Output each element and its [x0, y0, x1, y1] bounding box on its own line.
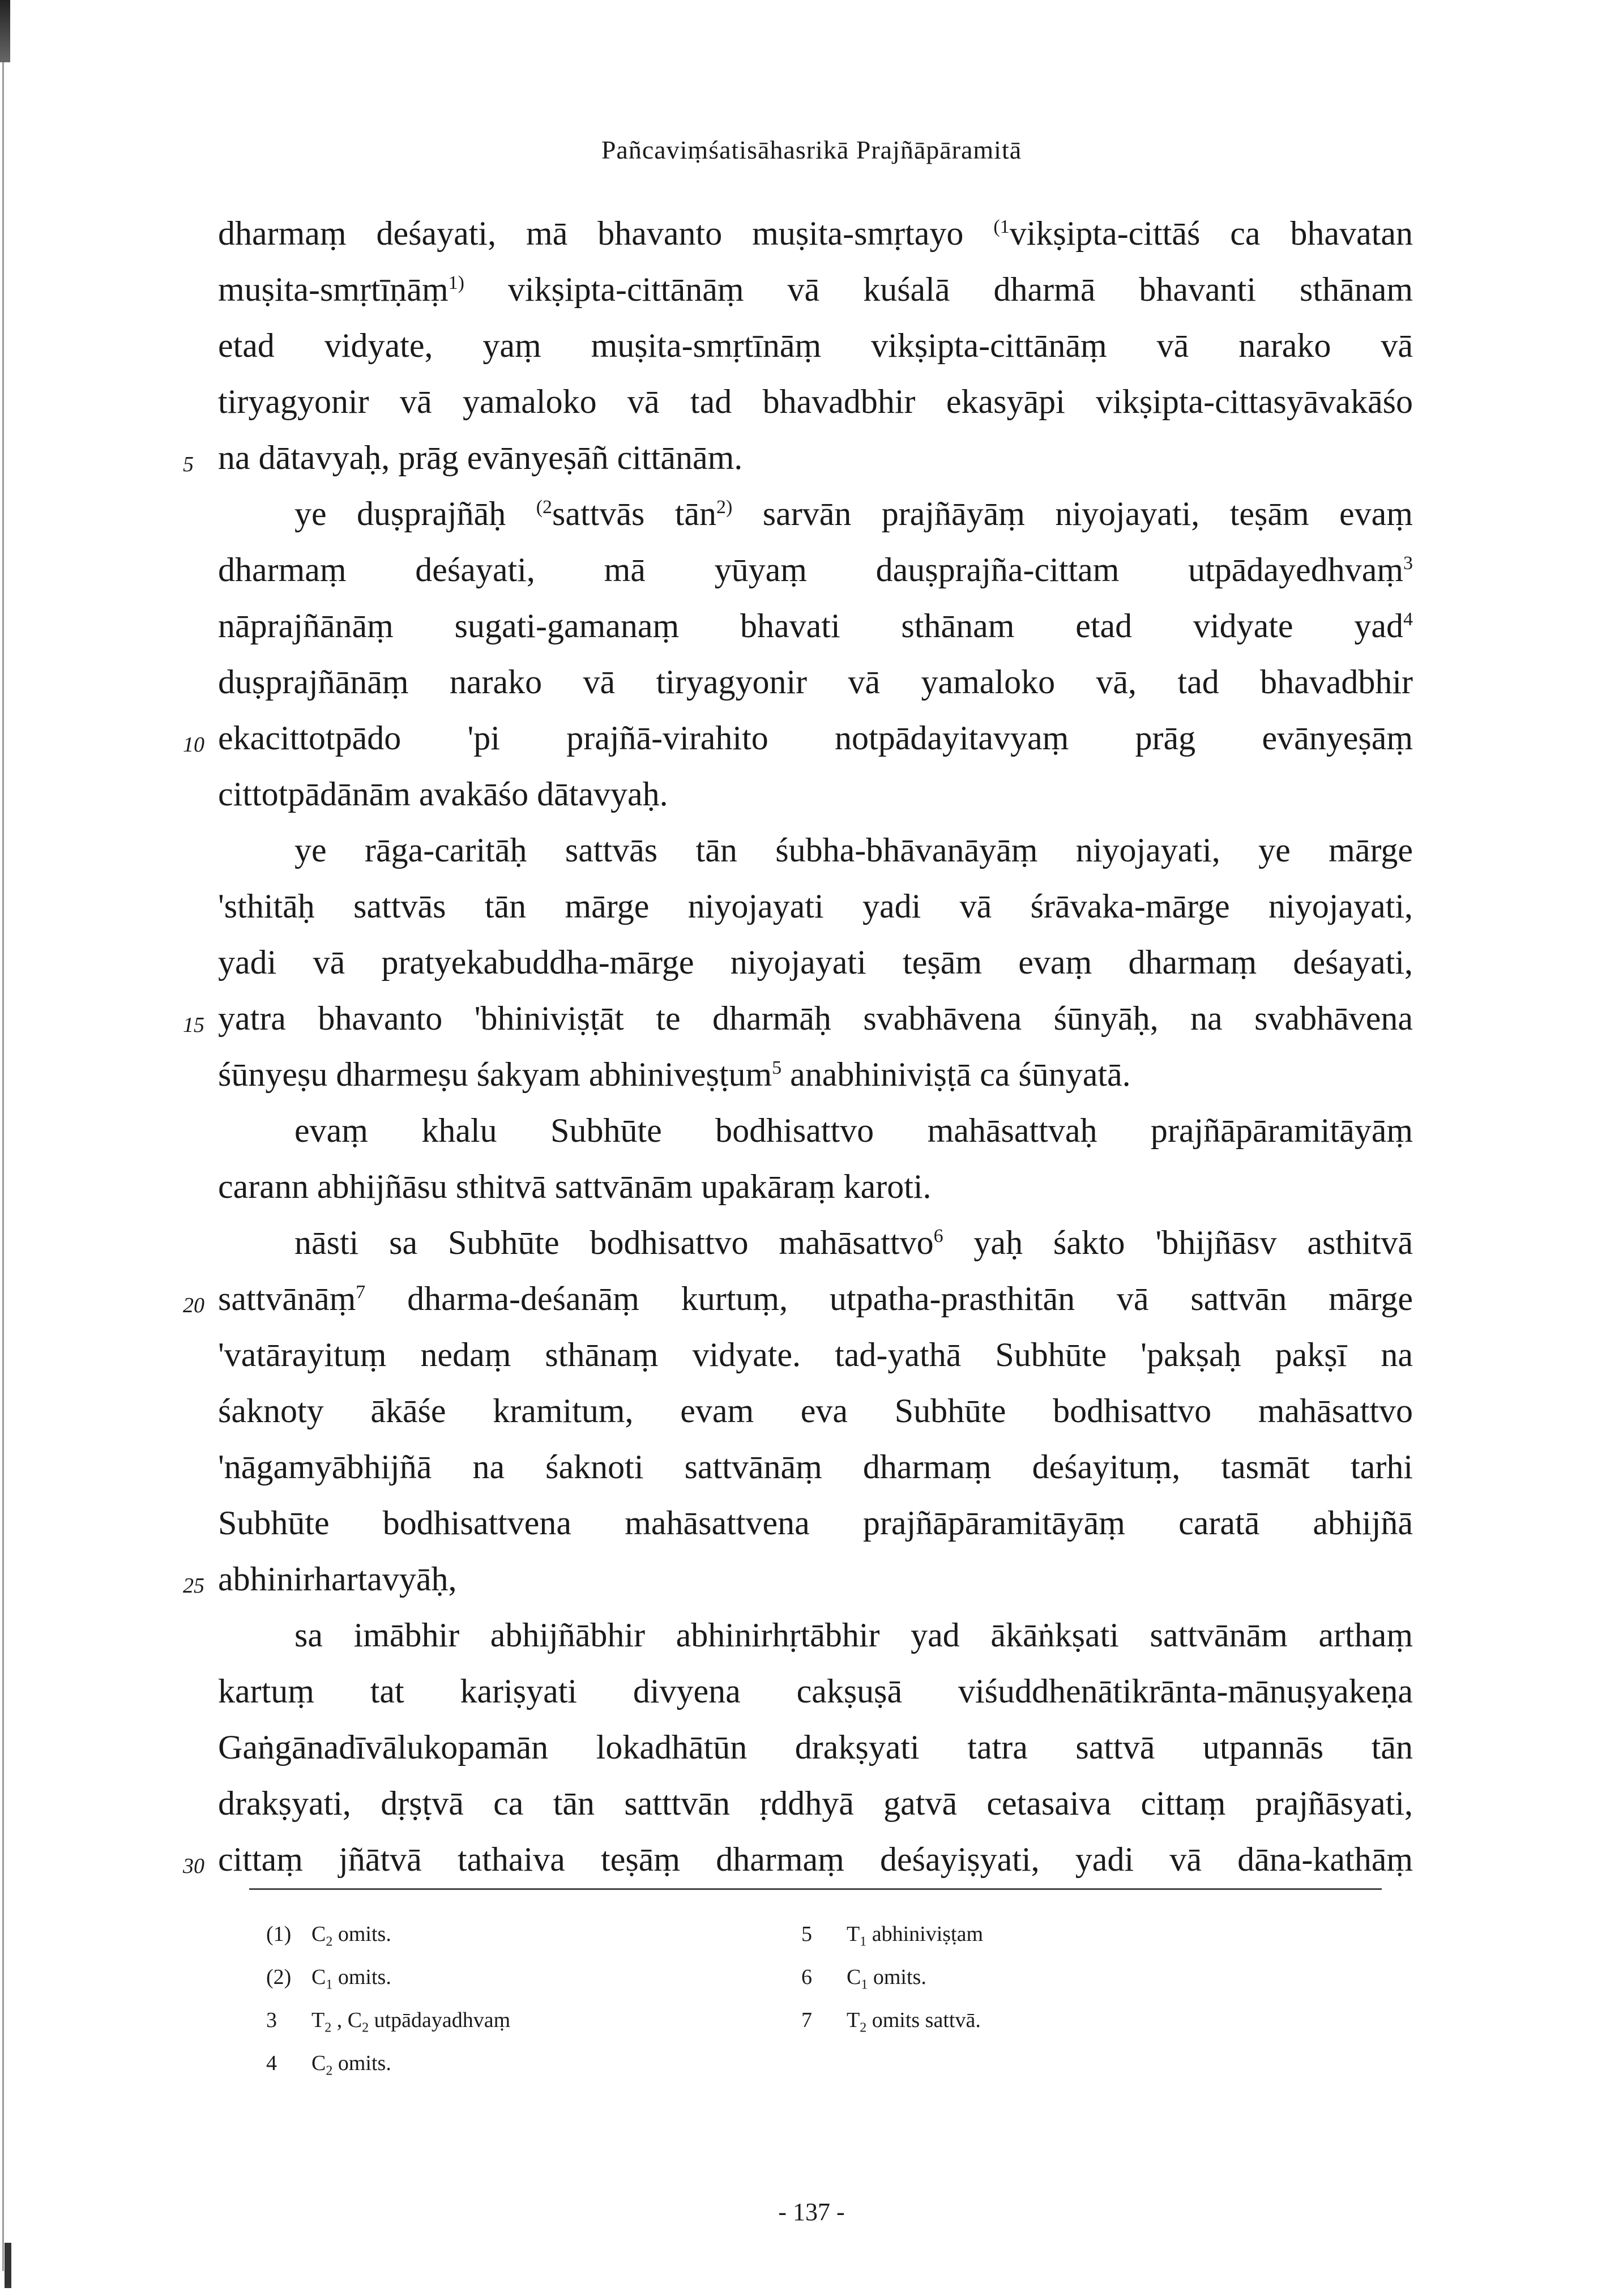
text-line: dharmaṃ deśayati, mā bhavanto muṣita-smṛtayo $^{(1}$vikṣipta-cittāś ca bhavatan [218, 215, 1413, 252]
footnote: (1) $C_2$ omits. [266, 1922, 391, 1949]
text-line: dharmaṃ deśayati, mā yūyaṃ dauṣprajña-cittam utpādayedhvaṃ$^3$ [218, 551, 1413, 588]
footnote: 3 $T_2$ , $C_2$ utpādayadhvaṃ [266, 2008, 511, 2035]
text-line: muṣita-smṛtīṇāṃ$^{1)}$ vikṣipta-cittānāṃ vā kuśalā dharmā bhavanti sthānam [218, 271, 1413, 308]
text-line: sa imābhir abhijñābhir abhinirhṛtābhir yad ākāṅkṣati sattvānām arthaṃ [294, 1616, 1413, 1654]
footnote: 6 $C_1$ omits. [801, 1965, 926, 1992]
text-line: 15 yatra bhavanto 'bhiniviṣṭāt te dharmāḥ svabhāvena śūnyāḥ, na svabhāvena [218, 995, 1413, 1051]
text-line: etad vidyate, yaṃ muṣita-smṛtīnāṃ vikṣipta-cittānāṃ vā narako vā [218, 327, 1413, 364]
text-line: nāsti sa Subhūte bodhisattvo mahāsattvo$^6$ yaḥ śakto 'bhijñāsv asthitvā [294, 1224, 1413, 1261]
footnote: 7 $T_2$ omits sattvā. [801, 2008, 981, 2035]
text-line: tiryagyonir vā yamaloko vā tad bhavadbhir ekasyāpi vikṣipta-cittasyāvakāśo [218, 383, 1413, 420]
line-number: 5 [183, 453, 194, 476]
text-line: Gaṅgānadīvālukopamān lokadhātūn drakṣyati tatra sattvā utpannās tān [218, 1729, 1413, 1766]
line-number: 25 [183, 1574, 204, 1598]
text-line: 'nāgamyābhijñā na śaknoti sattvānāṃ dharmaṃ deśayituṃ, tasmāt tarhi [218, 1448, 1413, 1486]
text-line: 10 ekacittotpādo 'pi prajñā-virahito notpādayitavyaṃ prāg evānyeṣāṃ [218, 714, 1413, 770]
footnotes-right [801, 1917, 983, 2046]
text-line: 'sthitāḥ sattvās tān mārge niyojayati yadi vā śrāvaka-mārge niyojayati, [218, 887, 1413, 925]
scan-edge-line [2, 62, 4, 2271]
line-number: 15 [183, 1013, 204, 1037]
running-title: Pañcaviṃśatisāhasrikā Prajñāpāramitā [601, 135, 1022, 164]
page-number: - 137 - [778, 2198, 845, 2226]
text-line: 20 sattvānāṃ$^7$ dharma-deśanāṃ kurtuṃ, utpatha-prasthitān vā sattvān mārge [218, 1275, 1413, 1331]
text-line: 'vatārayituṃ nedaṃ sthānaṃ vidyate. tad-yathā Subhūte 'pakṣaḥ pakṣī na [218, 1336, 1413, 1373]
text-line: 25 abhinirhartavyāḥ, [218, 1555, 1413, 1611]
text-line: nāprajñānāṃ sugati-gamanaṃ bhavati sthānam etad vidyate yad$^4$ [218, 607, 1413, 645]
text-line: 5 na dātavyaḥ, prāg evānyeṣāñ cittānām. [218, 434, 1413, 490]
text-line: duṣprajñānāṃ narako vā tiryagyonir vā yamaloko vā, tad bhavadbhir [218, 663, 1413, 701]
text-line: yadi vā pratyekabuddha-mārge niyojayati teṣām evaṃ dharmaṃ deśayati, [218, 944, 1413, 981]
footnote: (2) $C_1$ omits. [266, 1965, 391, 1992]
text-line: 30 cittaṃ jñātvā tathaiva teṣāṃ dharmaṃ deśayiṣyati, yadi vā dāna-kathāṃ [218, 1836, 1413, 1892]
footnote-rule [249, 1888, 1382, 1890]
footnotes-left [266, 1917, 510, 2089]
text-line: drakṣyati, dṛṣṭvā ca tān satttvān ṛddhyā gatvā cetasaiva cittaṃ prajñāsyati, [218, 1785, 1413, 1822]
text-line: Subhūte bodhisattvena mahāsattvena prajñāpāramitāyāṃ caratā abhijñā [218, 1504, 1413, 1542]
line-number: 20 [183, 1294, 204, 1317]
scan-edge-mark-top [0, 0, 10, 62]
footnote: 4 $C_2$ omits. [266, 2051, 391, 2079]
line-number: 10 [183, 733, 204, 757]
scan-edge-mark-bottom [5, 2243, 11, 2288]
text-line: carann abhijñāsu sthitvā sattvānām upakāraṃ karoti. [218, 1168, 932, 1205]
text-line: ye duṣprajñāḥ $^{(2}$sattvās tān$^{2)}$ sarvān prajñāyāṃ niyojayati, teṣām evaṃ [294, 495, 1413, 532]
text-line: cittotpādānām avakāśo dātavyaḥ. [218, 775, 668, 813]
text-line: ye rāga-caritāḥ sattvās tān śubha-bhāvanāyāṃ niyojayati, ye mārge [294, 831, 1413, 869]
text-line: evaṃ khalu Subhūte bodhisattvo mahāsattvaḥ prajñāpāramitāyāṃ [294, 1112, 1413, 1149]
line-number: 30 [183, 1854, 204, 1878]
main-text [183, 210, 1413, 1892]
text-line: śūnyeṣu dharmeṣu śakyam abhiniveṣṭum$^5$ anabhiniviṣṭā ca śūnyatā. [218, 1056, 1131, 1093]
text-line: śaknoty ākāśe kramitum, evam eva Subhūte bodhisattvo mahāsattvo [218, 1392, 1413, 1429]
footnote: 5 $T_1$ abhiniviṣṭam [801, 1922, 984, 1949]
text-line: kartuṃ tat kariṣyati divyena cakṣuṣā viśuddhenātikrānta-mānuṣyakeṇa [218, 1672, 1413, 1710]
